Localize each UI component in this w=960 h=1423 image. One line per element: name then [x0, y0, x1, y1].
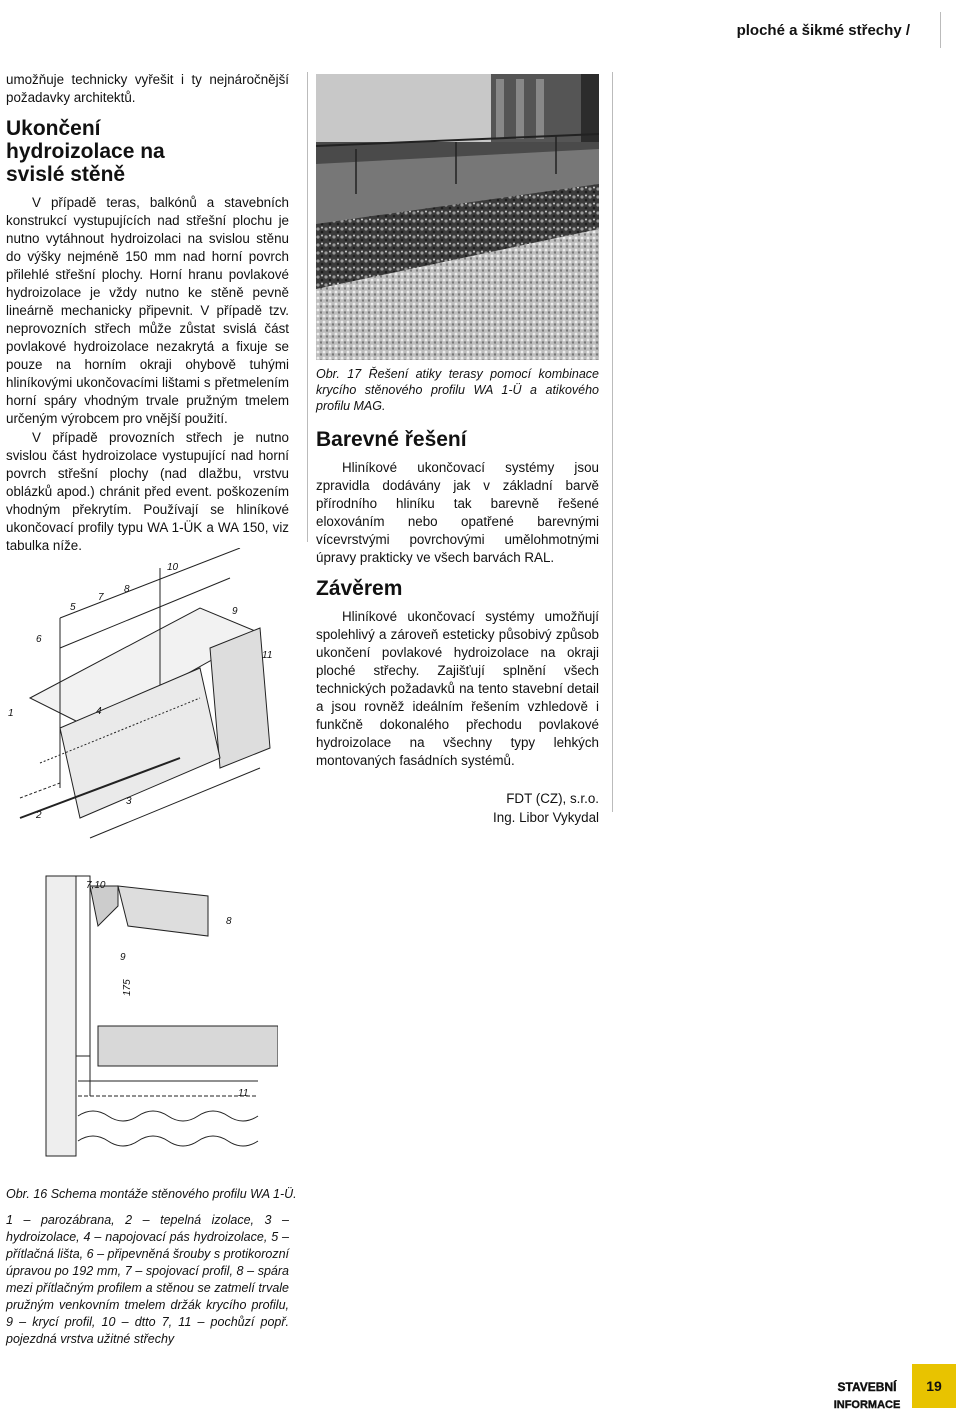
photo-caption: Obr. 17 Řešení atiky terasy pomocí kombinace krycího stěnového profilu WA 1-Ü a atikového profilu MAG.: [316, 367, 599, 413]
label-5: 5: [70, 602, 76, 613]
body-paragraph: V případě teras, balkónů a stavebních konstrukcí vystupujících nad střešní plochu je nutno vytáhnout hydroizolaci na svislou stěnu do výšky nejméně 150 mm nad horní povrch přilehlé střešní plochy. Horní hranu povlakové hydroizolace je vždy nutno ke stěně pevně lineárně mechanicky připevnit. V případě tzv. neprovozních střech může zůstat svislá část povlakové hydroizolace nezakrytá a fixuje se pouze na horním okraji ohybově tuhými hliníkovými ukončovacími lištami s přetmelením horní spáry vhodným trvale pružným tmelem určeným výrobcem pro vnější použití.: [6, 195, 289, 426]
figure-caption: Obr. 16 Schema montáže stěnového profilu WA 1-Ü.: [6, 1187, 297, 1201]
label-7: 7: [98, 592, 104, 603]
logo-line1: STAVEBNÍ: [837, 1380, 897, 1394]
body-paragraph: Hliníkové ukončovací systémy jsou zpravidla dodávány jak v základní barvě přírodního hliníku tak barevně řešené eloxováním nebo opatřené barevnými vícevrstvými povrchovými umělohmotnými úpravy prakticky ve všech barvách RAL.: [316, 460, 599, 565]
intro-paragraph: umožňuje technicky vyřešit i ty nejnáročnější požadavky architektů.: [6, 72, 289, 105]
terrace-photo: [316, 74, 599, 360]
label-10: 10: [167, 562, 179, 573]
label-7-10: 7,10: [86, 880, 106, 891]
body-paragraph: V případě provozních střech je nutno svislou část hydroizolace vystupující nad horní povrch střešní plochy (nad dlažbu, vrstvu oblázků apod.) chránit před event. poškozením vhodným překrytím. Používají se hliníkové ukončovací profily typu WA 1-ÜK a WA 150, viz tabulka níže.: [6, 430, 289, 553]
label-8: 8: [124, 584, 130, 595]
signature-author: Ing. Libor Vykydal: [493, 810, 599, 825]
label-1: 1: [8, 708, 14, 719]
label-3: 3: [126, 796, 132, 807]
page-number: 19: [912, 1364, 956, 1408]
section-heading-conclusion: Závěrem: [316, 577, 403, 600]
figure-legend: 1 – parozábrana, 2 – tepelná izolace, 3 – hydroizolace, 4 – napojovací pás hydroizolace, 5 – přítlačná lišta, 6 – připevněná šrouby s protikorozní úpravou po 192 mm, 7 – spojovací profil, 8 – spára mezi přítlačným profilem a stěnou se zatmelí trvale pružným venkovním tmelem držák krycího profilu, 9 – krycí profil, 10 – dtto 7, 11 – pochůzí popř. pojezdná vrstva užitné střechy: [6, 1213, 289, 1346]
column-divider: [307, 72, 308, 542]
label-11: 11: [262, 650, 273, 661]
left-column: [6, 71, 289, 556]
column-divider-right: [612, 72, 613, 812]
section-drawing: [38, 866, 278, 1166]
label-9: 9: [120, 952, 126, 963]
section-header: ploché a šikmé střechy /: [736, 22, 910, 39]
label-11: 11: [238, 1088, 249, 1099]
logo-line2: INFORMACE: [833, 1399, 901, 1411]
label-9: 9: [232, 606, 238, 617]
label-6: 6: [36, 634, 42, 645]
right-column: [316, 366, 599, 828]
section-heading-colors: Barevné řešení: [316, 428, 467, 451]
label-175: 175: [122, 979, 133, 996]
isometric-drawing: [0, 548, 300, 848]
label-2: 2: [36, 810, 42, 821]
header-divider: [940, 12, 941, 48]
body-paragraph: Hliníkové ukončovací systémy umožňují spolehlivý a zároveň esteticky působivý způsob ukončení povlakové hydroizolace na okraji ploché střechy. Zajišťují splnění všech technických požadavků na tento stavební detail a jsou rovněž ideálním řešením vzhledově i funkčně dokonalého přechodu povlakové hydroizolace na všechny typy lehkých montovaných fasádních systémů.: [316, 609, 599, 768]
signature-company: FDT (CZ), s.r.o.: [506, 791, 599, 806]
stavebni-informace-logo: [826, 1374, 908, 1414]
label-8: 8: [226, 916, 232, 927]
section-heading: Ukončení hydroizolace na svislé stěně: [6, 117, 165, 186]
label-4: 4: [96, 706, 102, 717]
